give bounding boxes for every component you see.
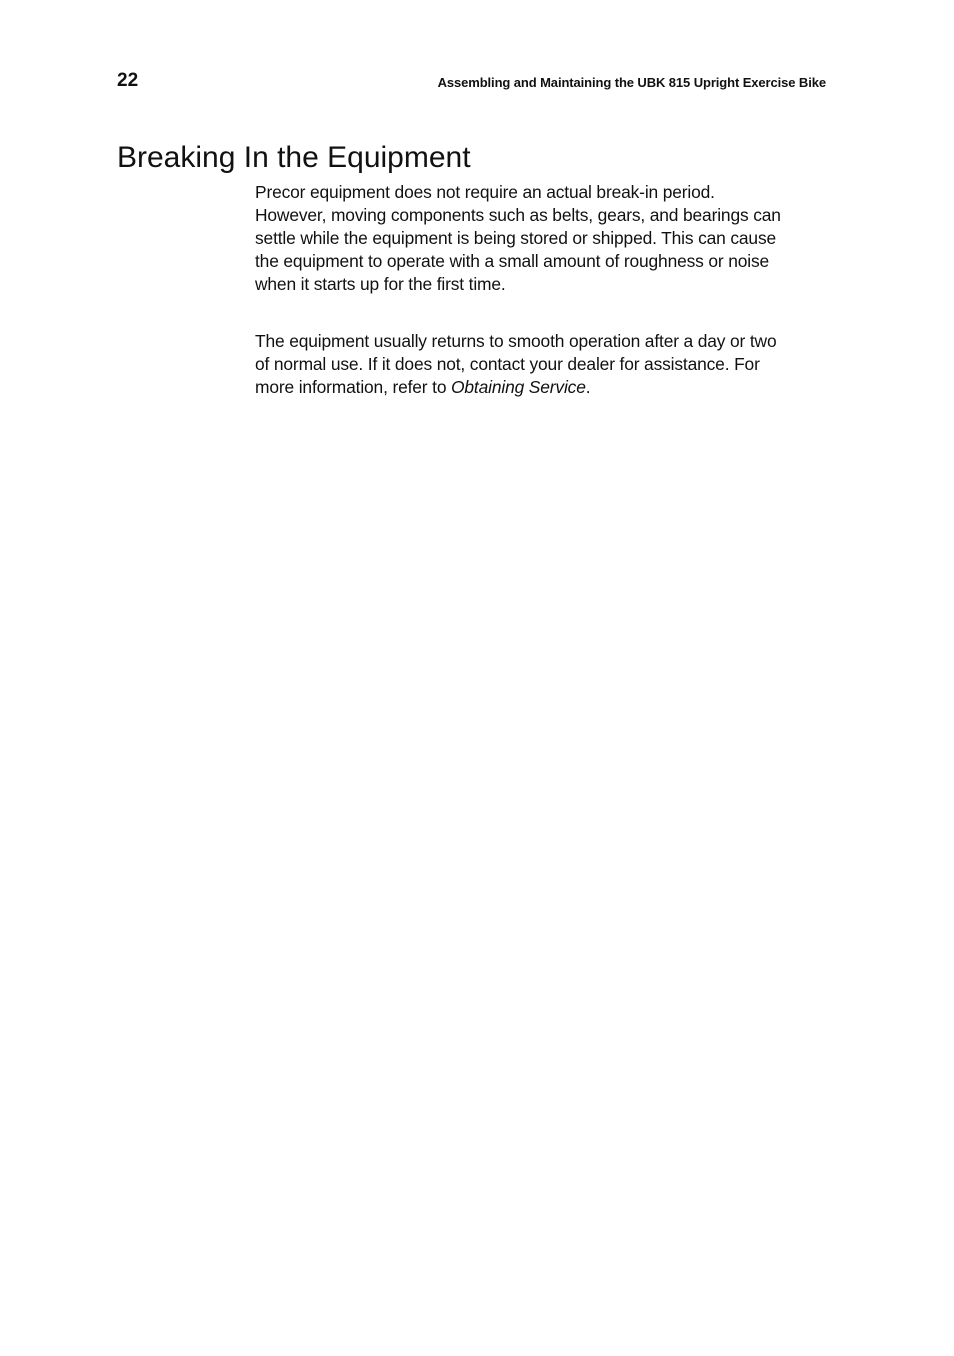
body-paragraph-2 [255,330,790,399]
paragraph-2-end: . [585,377,591,397]
running-header: Assembling and Maintaining the UBK 815 Upright Exercise Bike [437,75,826,90]
paragraph-2-text: The equipment usually returns to smooth operation after a day or two of normal use. If it does not, contact your dealer for assistance. For more information, refer to [255,331,777,397]
page-number: 22 [117,70,139,91]
obtaining-service-reference: Obtaining Service [451,377,586,397]
section-title: Breaking In the Equipment [117,141,471,174]
body-paragraph-1: Precor equipment does not require an actual break-in period. However, moving components such as belts, gears, and bearings can settle while the equipment is being stored or shipped. This can cause the equipment to operate with a small amount of roughness or noise when it starts up for the first time. [255,182,781,294]
